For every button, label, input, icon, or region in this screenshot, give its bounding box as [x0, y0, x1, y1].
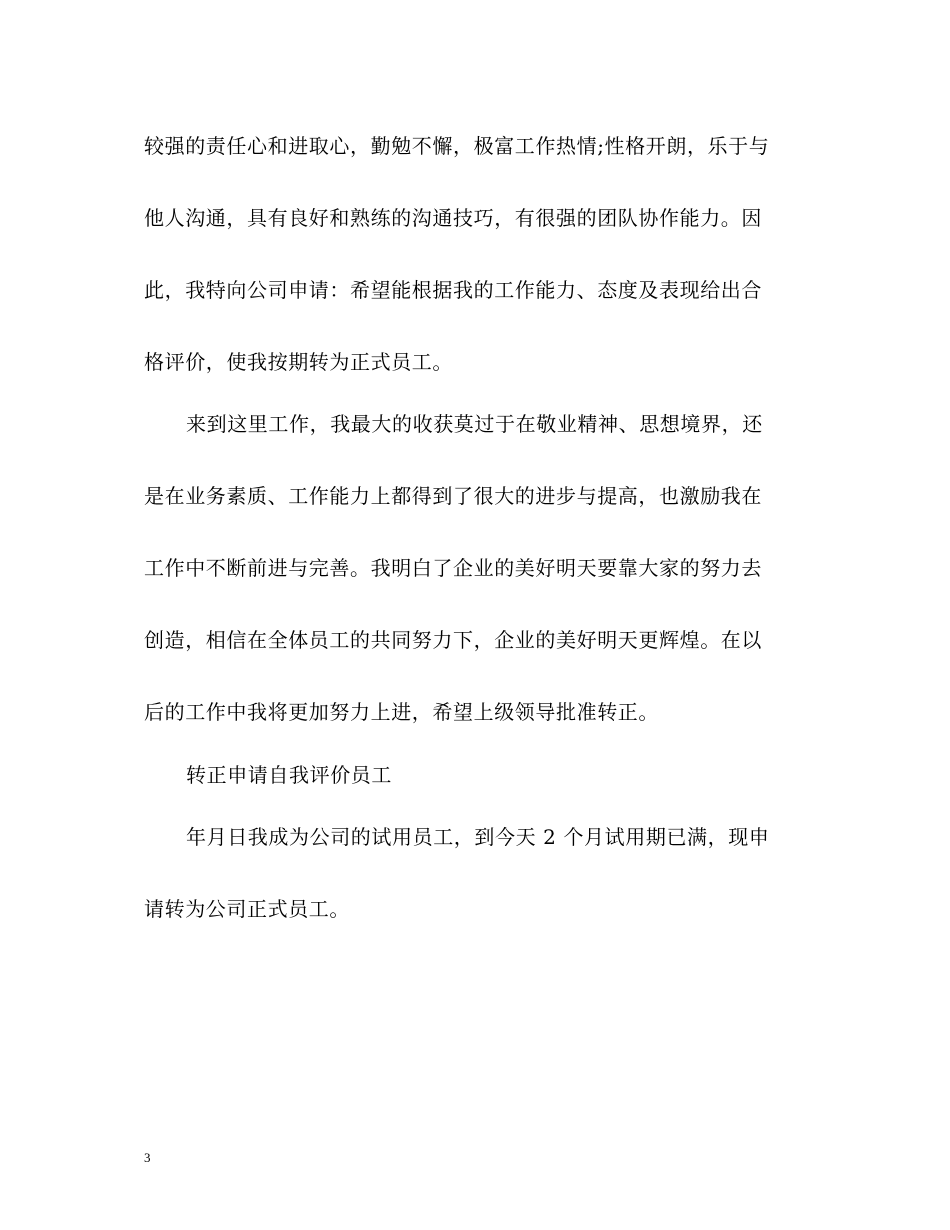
- section-heading: 转正申请自我评价员工: [186, 763, 392, 787]
- paragraph-1-line-3: 此，我特向公司申请：希望能根据我的工作能力、态度及表现给出合: [144, 278, 762, 302]
- paragraph-1-line-2: 他人沟通，具有良好和熟练的沟通技巧，有很强的团队协作能力。因: [144, 206, 762, 230]
- paragraph-2-line-4: 创造，相信在全体员工的共同努力下，企业的美好明天更辉煌。在以: [144, 628, 762, 652]
- paragraph-3-line-1: 年月日我成为公司的试用员工，到今天 2 个月试用期已满，现申: [186, 825, 770, 849]
- paragraph-3-line-2: 请转为公司正式员工。: [144, 897, 350, 921]
- paragraph-1-line-1: 较强的责任心和进取心，勤勉不懈，极富工作热情;性格开朗，乐于与: [144, 134, 770, 158]
- paragraph-2-line-1: 来到这里工作，我最大的收获莫过于在敬业精神、思想境界，还: [186, 412, 763, 436]
- page-number: 3: [144, 1150, 151, 1165]
- paragraph-1-line-4: 格评价，使我按期转为正式员工。: [144, 350, 453, 374]
- paragraph-2-line-5: 后的工作中我将更加努力上进，希望上级领导批准转正。: [144, 700, 659, 724]
- paragraph-2-line-3: 工作中不断前进与完善。我明白了企业的美好明天要靠大家的努力去: [144, 556, 762, 580]
- paragraph-2-line-2: 是在业务素质、工作能力上都得到了很大的进步与提高，也激励我在: [144, 484, 762, 508]
